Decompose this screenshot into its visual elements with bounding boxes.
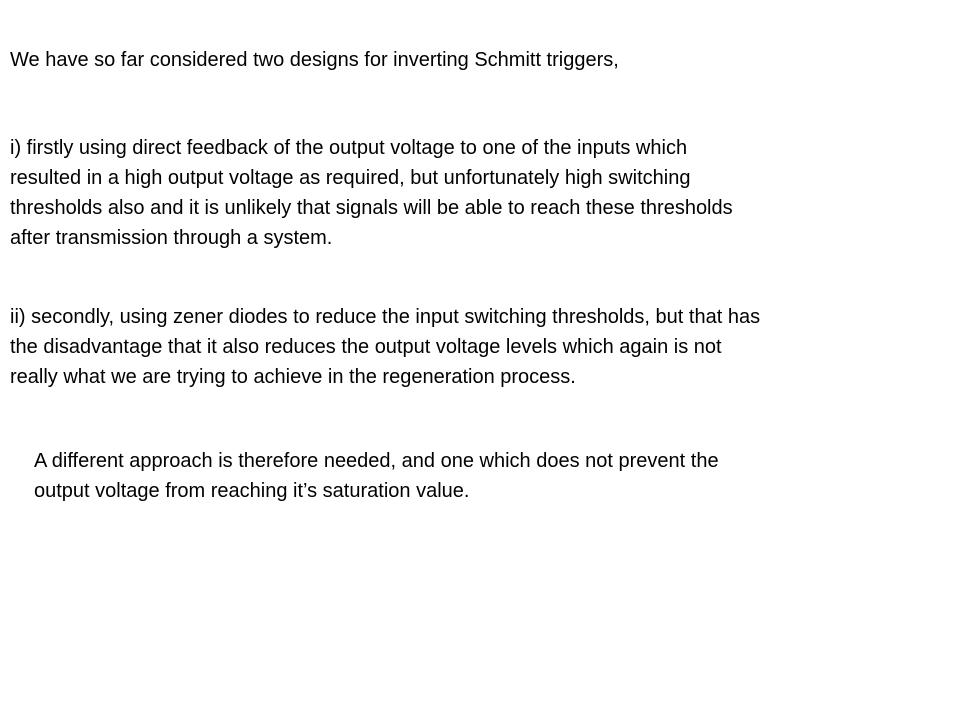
text-line: We have so far considered two designs for inverting Schmitt triggers, [10, 49, 619, 71]
conclusion-paragraph [34, 446, 719, 506]
intro-paragraph [10, 45, 619, 75]
text-line: output voltage from reaching it’s saturation value. [34, 480, 470, 502]
text-line: i) firstly using direct feedback of the output voltage to one of the inputs which [10, 137, 688, 159]
text-line: resulted in a high output voltage as required, but unfortunately high switching [10, 167, 691, 189]
second-design-paragraph [10, 302, 760, 392]
text-line: A different approach is therefore needed, and one which does not prevent the [34, 450, 719, 472]
text-line: after transmission through a system. [10, 227, 333, 249]
text-line: really what we are trying to achieve in the regeneration process. [10, 366, 576, 388]
first-design-paragraph [10, 133, 733, 253]
text-line: thresholds also and it is unlikely that signals will be able to reach these thresholds [10, 197, 733, 219]
text-line: the disadvantage that it also reduces the output voltage levels which again is not [10, 336, 722, 358]
text-line: ii) secondly, using zener diodes to reduce the input switching thresholds, but that has [10, 306, 761, 328]
